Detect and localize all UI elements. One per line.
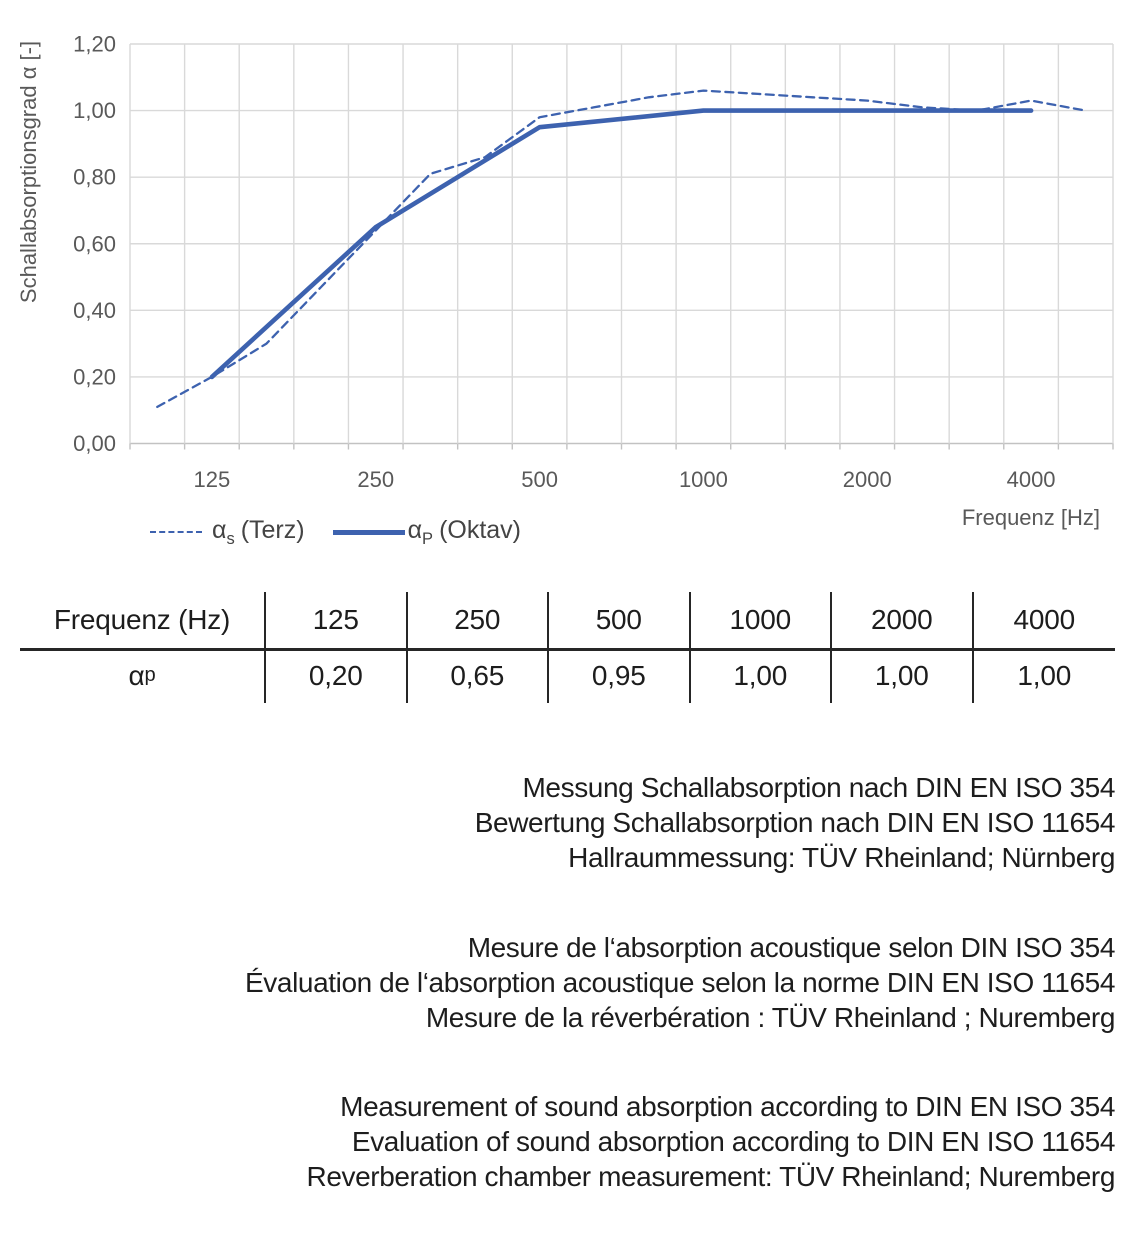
note-block-german — [475, 770, 1115, 875]
svg-text:Schallabsorptionsgrad α [-]: Schallabsorptionsgrad α [-] — [16, 40, 41, 304]
table-header-1000: 1000 — [691, 592, 833, 648]
note-block-french — [245, 930, 1115, 1035]
note-line: Bewertung Schallabsorption nach DIN EN ISO 11654 — [474, 807, 1115, 838]
table-value-2000: 1,00 — [832, 648, 974, 703]
svg-text:0,00: 0,00 — [73, 431, 116, 456]
note-line: Hallraummessung: TÜV Rheinland; Nürnberg — [568, 842, 1115, 873]
table-value-250: 0,65 — [408, 648, 550, 703]
chart-legend — [150, 514, 521, 550]
svg-text:4000: 4000 — [1006, 467, 1056, 492]
svg-text:Frequenz [Hz]: Frequenz [Hz] — [961, 505, 1100, 530]
svg-text:1,20: 1,20 — [73, 31, 116, 57]
svg-text:0,40: 0,40 — [73, 297, 116, 323]
absorption-chart — [0, 0, 1135, 575]
table-header-250: 250 — [408, 592, 550, 648]
legend-label-terz: $\alpha_s$ (Terz) — [212, 515, 305, 548]
table-value-1000: 1,00 — [691, 648, 833, 703]
svg-text:1000: 1000 — [678, 467, 728, 492]
legend-label-oktav: $\alpha_P$ (Oktav) — [407, 515, 522, 548]
table-row-label-alpha-p: α p — [20, 648, 266, 703]
table-header-500: 500 — [549, 592, 691, 648]
note-line: Evaluation of sound absorption according to DIN EN ISO 11654 — [351, 1126, 1115, 1157]
sound-absorption-chart-section — [0, 0, 1135, 575]
note-line: Mesure de l‘absorption acoustique selon DIN ISO 354 — [467, 932, 1115, 963]
legend-dashed-line-swatch — [150, 531, 202, 533]
svg-text:125: 125 — [193, 467, 231, 492]
svg-text:0,60: 0,60 — [73, 231, 116, 257]
svg-text:0,20: 0,20 — [73, 364, 116, 390]
note-line: Mesure de la réverbération : TÜV Rheinland ; Nuremberg — [425, 1002, 1115, 1033]
table-header-frequency: Frequenz (Hz) — [20, 592, 266, 648]
note-line: Reverberation chamber measurement: TÜV Rheinland; Nuremberg — [306, 1161, 1115, 1192]
note-line: Measurement of sound absorption according to DIN EN ISO 354 — [340, 1091, 1115, 1122]
note-block-english — [307, 1089, 1116, 1194]
table-value-4000: 1,00 — [1017, 659, 1072, 691]
note-line: Messung Schallabsorption nach DIN EN ISO 354 — [522, 772, 1115, 803]
table-header-2000: 2000 — [832, 592, 974, 648]
table-header-4000: 4000 — [1013, 604, 1075, 635]
table-value-125: 0,20 — [266, 648, 408, 703]
svg-text:2000: 2000 — [842, 467, 892, 492]
svg-text:0,80: 0,80 — [73, 164, 116, 190]
table-header-125: 125 — [266, 592, 408, 648]
legend-solid-line-swatch — [333, 530, 405, 535]
note-line: Évaluation de l‘absorption acoustique selon la norme DIN EN ISO 11654 — [245, 967, 1115, 998]
svg-text:1,00: 1,00 — [73, 98, 116, 124]
table-header-rule — [20, 648, 1115, 651]
svg-text:500: 500 — [521, 467, 558, 492]
svg-text:250: 250 — [357, 467, 395, 492]
table-value-500: 0,95 — [549, 648, 691, 703]
